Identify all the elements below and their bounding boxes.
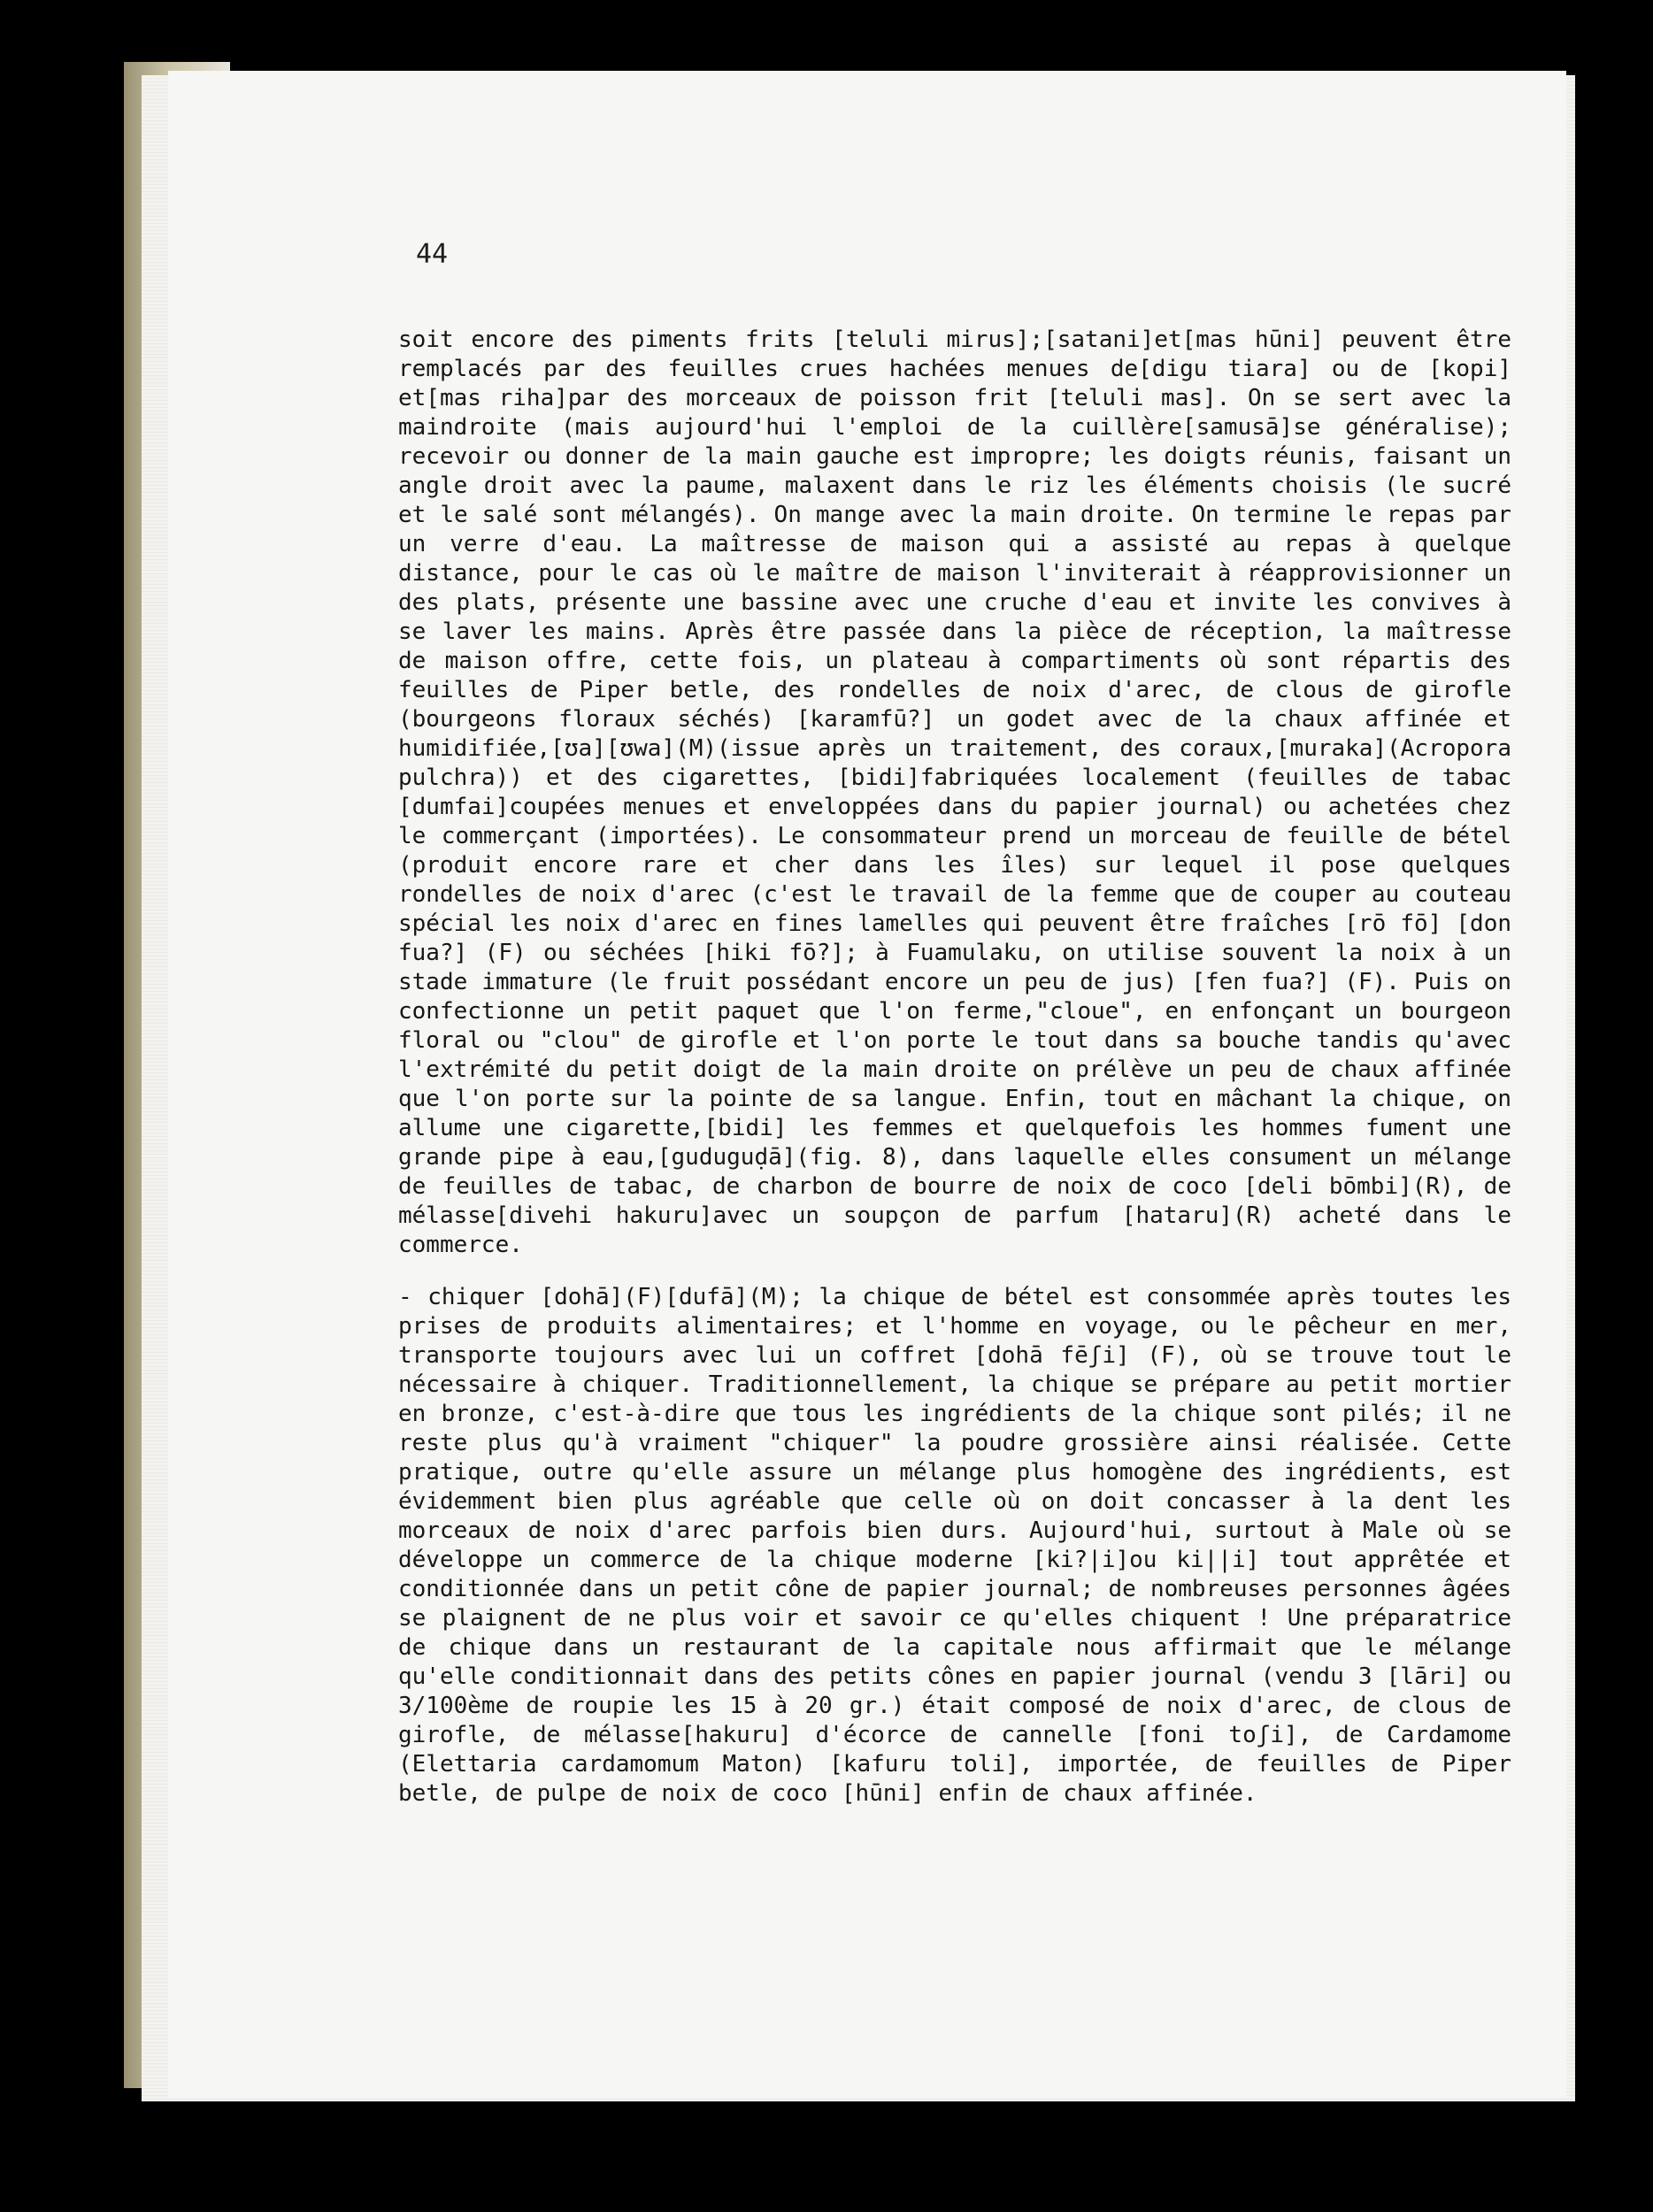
text-block — [398, 326, 1511, 1809]
paragraph-1-text: soit encore des piments frits [teluli mirus];[satani]et[mas hūni] peuvent être remplacés par des feuilles crues hachées menues de[digu tiara] ou de [kopi] et[mas riha]par des morceaux de poisson frit [teluli mas]. On se sert avec la maindroite (mais aujourd'hui l'emploi de la cuillère[samusā]se généralise); recevoir ou donner de la main gauche est impropre; les doigts réunis, faisant un angle droit avec la paume, malaxent dans le riz les éléments choisis (le sucré et le salé sont mélangés). On mange avec la main droite. On termine le repas par un verre d'eau. La maîtresse de maison qui a assisté au repas à quelque distance, pour le cas où le maître de maison l'inviterait à réapprovisionner un des plats, présente une bassine avec une cruche d'eau et invite les convives à se laver les mains. Après être passée dans la pièce de réception, la maîtresse de maison offre, cette fois, un plateau à compartiments où sont répartis des feuilles de Piper betle, des rondelles de noix d'arec, de clous de girofle (bourgeons floraux séchés) [karamfū?] un godet avec de la chaux affinée et humidifiée,[ʊa][ʊwa](M)(issue après un traitement, des coraux,[muraka](Acropora pulchra)) et des cigarettes, [bidi]fabriquées localement (feuilles de tabac [dumfai]coupées menues et enveloppées dans du papier journal) ou achetées chez le commerçant (importées). Le consommateur prend un morceau de feuille de bétel (produit encore rare et cher dans les îles) sur lequel il pose quelques rondelles de noix d'arec (c'est le travail de la femme que de couper au couteau spécial les noix d'arec en fines lamelles qui peuvent être fraîches [rō fō] [don fua?] (F) ou séchées [hiki fō?]; à Fuamulaku, on utilise souvent la noix à un stade immature (le fruit possédant encore un peu de jus) [fen fua?] (F). Puis on confectionne un petit paquet que l'on ferme,"cloue", en enfonçant un bourgeon floral ou "clou" de girofle et l'on porte le tout dans sa bouche tandis qu'avec l'extrémité du petit doigt de la main droite on prélève un peu de chaux affinée que l'on porte sur la pointe de sa langue. Enfin, tout en mâchant la chique, on allume une cigarette,[bidi] les femmes et quelquefois les hommes fument une grande pipe à eau,[guduguḍā](fig. 8), dans laquelle elles consument un mélange de feuilles de tabac, de charbon de bourre de noix de coco [deli bōmbi](R), de mélasse[divehi hakuru]avec un soupçon de parfum [hataru](R) acheté dans le commerce. — [398, 326, 1511, 1258]
paragraph-2 — [398, 1283, 1511, 1809]
paragraph-1 — [398, 326, 1511, 1260]
paragraph-2-text: - chiquer [dohā](F)[dufā](M); la chique de bétel est consommée après toutes les prises de produits alimentaires; et l'homme en voyage, ou le pêcheur en mer, transporte toujours avec lui un coffret [dohā fēʃi] (F), où se trouve tout le nécessaire à chiquer. Traditionnellement, la chique se prépare au petit mortier en bronze, c'est-à-dire que tous les ingrédients de la chique sont pilés; il ne reste plus qu'à vraiment "chiquer" la poudre grossière ainsi réalisée. Cette pratique, outre qu'elle assure un mélange plus homogène des ingrédients, est évidemment bien plus agréable que celle où on doit concasser à la dent les morceaux de noix d'arec parfois bien durs. Aujourd'hui, surtout à Male où se développe un commerce de la chique moderne [ki?|i]ou ki||i] tout apprêtée et conditionnée dans un petit cône de papier journal; de nombreuses personnes âgées se plaignent de ne plus voir et savoir ce qu'elles chiquent ! Une préparatrice de chique dans un restaurant de la capitale nous affirmait que le mélange qu'elle conditionnait dans des petits cônes en papier journal (vendu 3 [lāri] ou 3/100ème de roupie les 15 à 20 gr.) était composé de noix d'arec, de clous de girofle, de mélasse[hakuru] d'écorce de cannelle [foni toʃi], de Cardamome (Elettaria cardamomum Maton) [kafuru toli], importée, de feuilles de Piper betle, de pulpe de noix de coco [hūni] enfin de chaux affinée. — [398, 1284, 1511, 1807]
page-number: 44 — [416, 239, 449, 270]
